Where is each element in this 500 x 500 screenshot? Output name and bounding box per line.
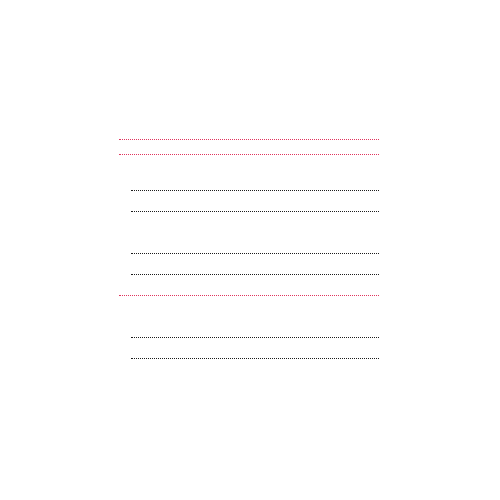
toc-entry — [118, 251, 380, 266]
toc-entry — [118, 152, 380, 167]
toc-entry — [118, 272, 380, 287]
dot-leader — [131, 333, 379, 338]
orange-bead-swirl-decoration — [0, 0, 200, 150]
table-of-contents — [118, 137, 380, 371]
dot-leader — [131, 207, 379, 212]
dot-leader — [131, 354, 379, 359]
toc-section-heading — [118, 230, 380, 245]
toc-entry — [118, 293, 380, 308]
toc-entry — [118, 335, 380, 350]
dot-leader — [119, 150, 379, 155]
dot-leader — [131, 270, 379, 275]
dot-leader — [119, 135, 379, 140]
toc-entry — [118, 209, 380, 224]
toc-section-heading — [118, 314, 380, 329]
dot-leader — [131, 249, 379, 254]
dot-leader — [131, 186, 379, 191]
dot-leader — [119, 291, 379, 296]
toc-entry — [118, 188, 380, 203]
toc-entry — [118, 356, 380, 371]
